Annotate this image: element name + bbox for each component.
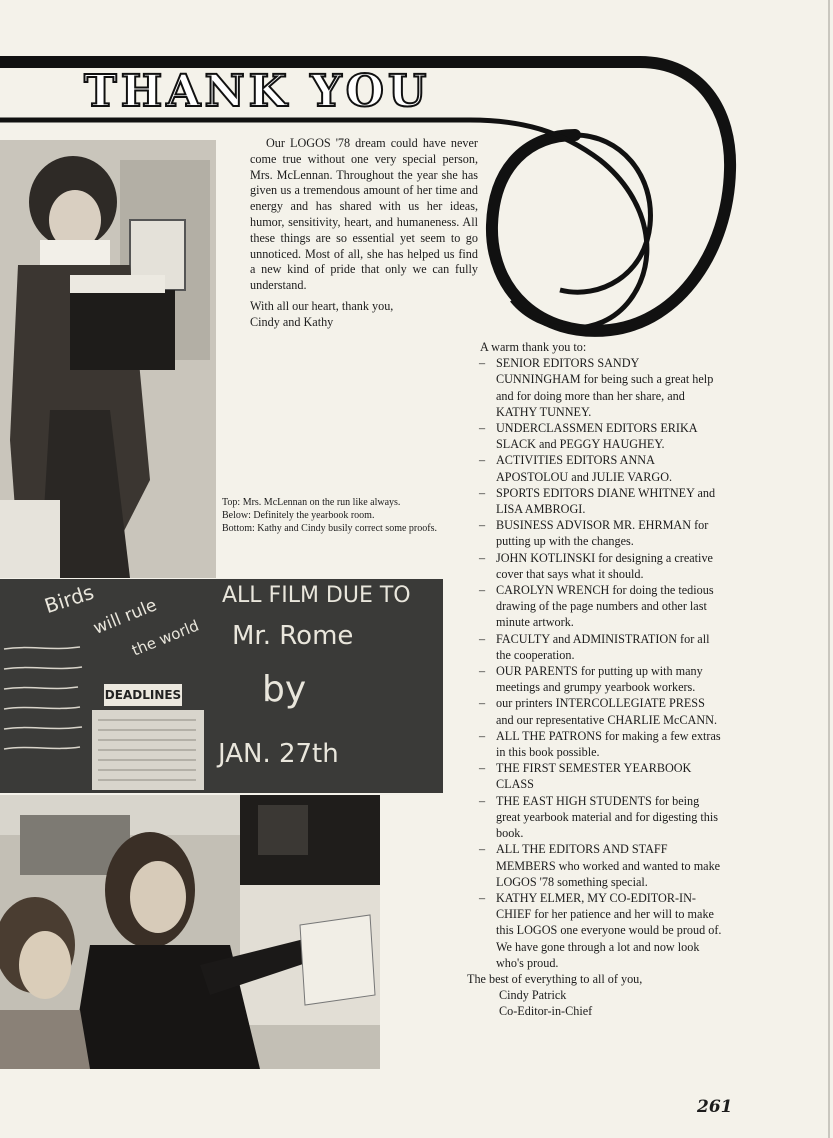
photo-captions xyxy=(222,497,464,535)
list-item: – THE EAST HIGH STUDENTS for being great yearbook material and for digesting this book. xyxy=(479,793,719,841)
list-item: – SENIOR EDITORS SANDY CUNNINGHAM for being such a great help and for doing more than her share, and KATHY TUNNEY. xyxy=(479,356,714,419)
list-item-text: KATHY ELMER, MY CO-EDITOR-IN-CHIEF for her patience and her will to make this LOGOS one everyone would be proud of. We have gone through a lot and now look who's proud. xyxy=(496,890,722,970)
chalk-notes-scribbles xyxy=(0,579,90,793)
dedication-closing: With all our heart, thank you, xyxy=(250,299,394,313)
closing-line: The best of everything to all of you, xyxy=(467,971,643,986)
list-item-text: OUR PARENTS for putting up with many meetings and grumpy yearbook workers. xyxy=(496,664,703,695)
list-item-text: SENIOR EDITORS SANDY CUNNINGHAM for being such a great help and for doing more than her share, and KATHY TUNNEY. xyxy=(496,356,714,419)
list-item: – UNDERCLASSMEN EDITORS ERIKA SLACK and PEGGY HAUGHEY. xyxy=(479,421,697,452)
list-item-text: UNDERCLASSMEN EDITORS ERIKA SLACK and PEGGY HAUGHEY. xyxy=(496,421,697,452)
list-item-text: our printers INTERCOLLEGIATE PRESS and our representative CHARLIE McCANN. xyxy=(496,696,718,727)
list-item: – SPORTS EDITORS DIANE WHITNEY and LISA AMBROGI. xyxy=(479,485,716,517)
photo-kathy-and-cindy xyxy=(0,795,380,1069)
list-item: – ACTIVITIES EDITORS ANNA APOSTOLOU and JULIE VARGO. xyxy=(479,453,673,484)
list-item-text: THE EAST HIGH STUDENTS for being great yearbook material and for digesting this book. xyxy=(496,793,719,841)
caption-below: Below: Definitely the yearbook room. xyxy=(222,509,375,521)
list-item-text: SPORTS EDITORS DIANE WHITNEY and LISA AMBROGI. xyxy=(496,485,716,517)
caption-bottom: Bottom: Kathy and Cindy busily correct some proofs. xyxy=(222,522,437,534)
chalk-line-3: by xyxy=(262,669,307,710)
thank-you-list-section xyxy=(467,339,722,1020)
list-item: – BUSINESS ADVISOR MR. EHRMAN for putting up with the changes. xyxy=(479,518,709,549)
list-item-text: ALL THE PATRONS for making a few extras in this book possible. xyxy=(496,728,721,760)
page-number: 261 xyxy=(697,1097,733,1117)
list-item-text: JOHN KOTLINSKI for designing a creative cover that says what it should. xyxy=(496,550,713,581)
chalk-scribble-2: will rule xyxy=(90,595,160,639)
page-title: THANK YOU xyxy=(84,66,431,117)
dedication-paragraph: Our LOGOS '78 dream could have never come true without one very special person, Mrs. McLennan. Throughout the year she has given us a tremendous amount of her time and energy and has shared with us her ideas, humor, sensitivity, heart, and humaneness. All these things are so essential yet seem to go unnoticed. Most of all, she has helped us find a new kind of pride that only we can fully understand. xyxy=(250,136,478,293)
photo-bottom-illustration xyxy=(0,795,380,1069)
closing-block xyxy=(467,971,722,1020)
chalk-scribble-1: Birds xyxy=(41,579,97,619)
closing-role: Co-Editor-in-Chief xyxy=(499,1004,593,1019)
list-item: – OUR PARENTS for putting up with many meetings and grumpy yearbook workers. xyxy=(479,664,703,695)
list-item-text: ALL THE EDITORS AND STAFF MEMBERS who worked and wanted to make LOGOS '78 something special. xyxy=(496,842,721,889)
list-item-text: CAROLYN WRENCH for doing the tedious drawing of the page numbers and other last minute artwork. xyxy=(496,583,714,630)
list-item-text: THE FIRST SEMESTER YEARBOOK CLASS xyxy=(496,761,692,792)
chalk-line-4: JAN. 27th xyxy=(218,739,339,769)
thanks-list xyxy=(467,355,722,971)
list-item: – THE FIRST SEMESTER YEARBOOK CLASS xyxy=(479,761,692,792)
chalk-scribble-3: the world xyxy=(129,616,202,660)
list-item: – JOHN KOTLINSKI for designing a creative cover that says what it should. xyxy=(479,550,713,581)
list-item-text: ACTIVITIES EDITORS ANNA APOSTOLOU and JULIE VARGO. xyxy=(496,453,673,484)
thanks-lead: A warm thank you to: xyxy=(480,340,587,354)
schedule-sheet-lines xyxy=(92,710,204,790)
photo-chalkboard xyxy=(0,579,443,793)
list-item: – KATHY ELMER, MY CO-EDITOR-IN-CHIEF for her patience and her will to make this LOGOS one everyone would be proud of. We have gone through a lot and now look who's proud. xyxy=(479,890,722,970)
list-item: – CAROLYN WRENCH for doing the tedious drawing of the page numbers and other last minute artwork. xyxy=(479,583,714,630)
closing-name: Cindy Patrick xyxy=(499,988,567,1003)
list-item-text: BUSINESS ADVISOR MR. EHRMAN for putting up with the changes. xyxy=(496,518,709,549)
list-item: – ALL THE EDITORS AND STAFF MEMBERS who worked and wanted to make LOGOS '78 something special. xyxy=(479,842,721,889)
chalk-line-1: ALL FILM DUE TO xyxy=(222,583,411,608)
dedication-signature-block xyxy=(250,299,393,331)
dedication-text xyxy=(250,136,478,294)
dedication-signature: Cindy and Kathy xyxy=(250,314,334,329)
photo-mrs-mclennan xyxy=(0,140,216,578)
caption-top: Top: Mrs. McLennan on the run like always. xyxy=(222,497,401,508)
list-item: – FACULTY and ADMINISTRATION for all the cooperation. xyxy=(479,631,710,662)
list-item-text: FACULTY and ADMINISTRATION for all the cooperation. xyxy=(496,631,710,662)
deadlines-sign: DEADLINES xyxy=(104,684,182,706)
chalk-line-2: Mr. Rome xyxy=(232,621,354,651)
list-item: – ALL THE PATRONS for making a few extras in this book possible. xyxy=(479,728,721,760)
posted-schedule-sheet xyxy=(92,710,204,790)
list-item: – our printers INTERCOLLEGIATE PRESS and our representative CHARLIE McCANN. xyxy=(479,696,718,727)
photo-top-illustration xyxy=(0,140,216,578)
